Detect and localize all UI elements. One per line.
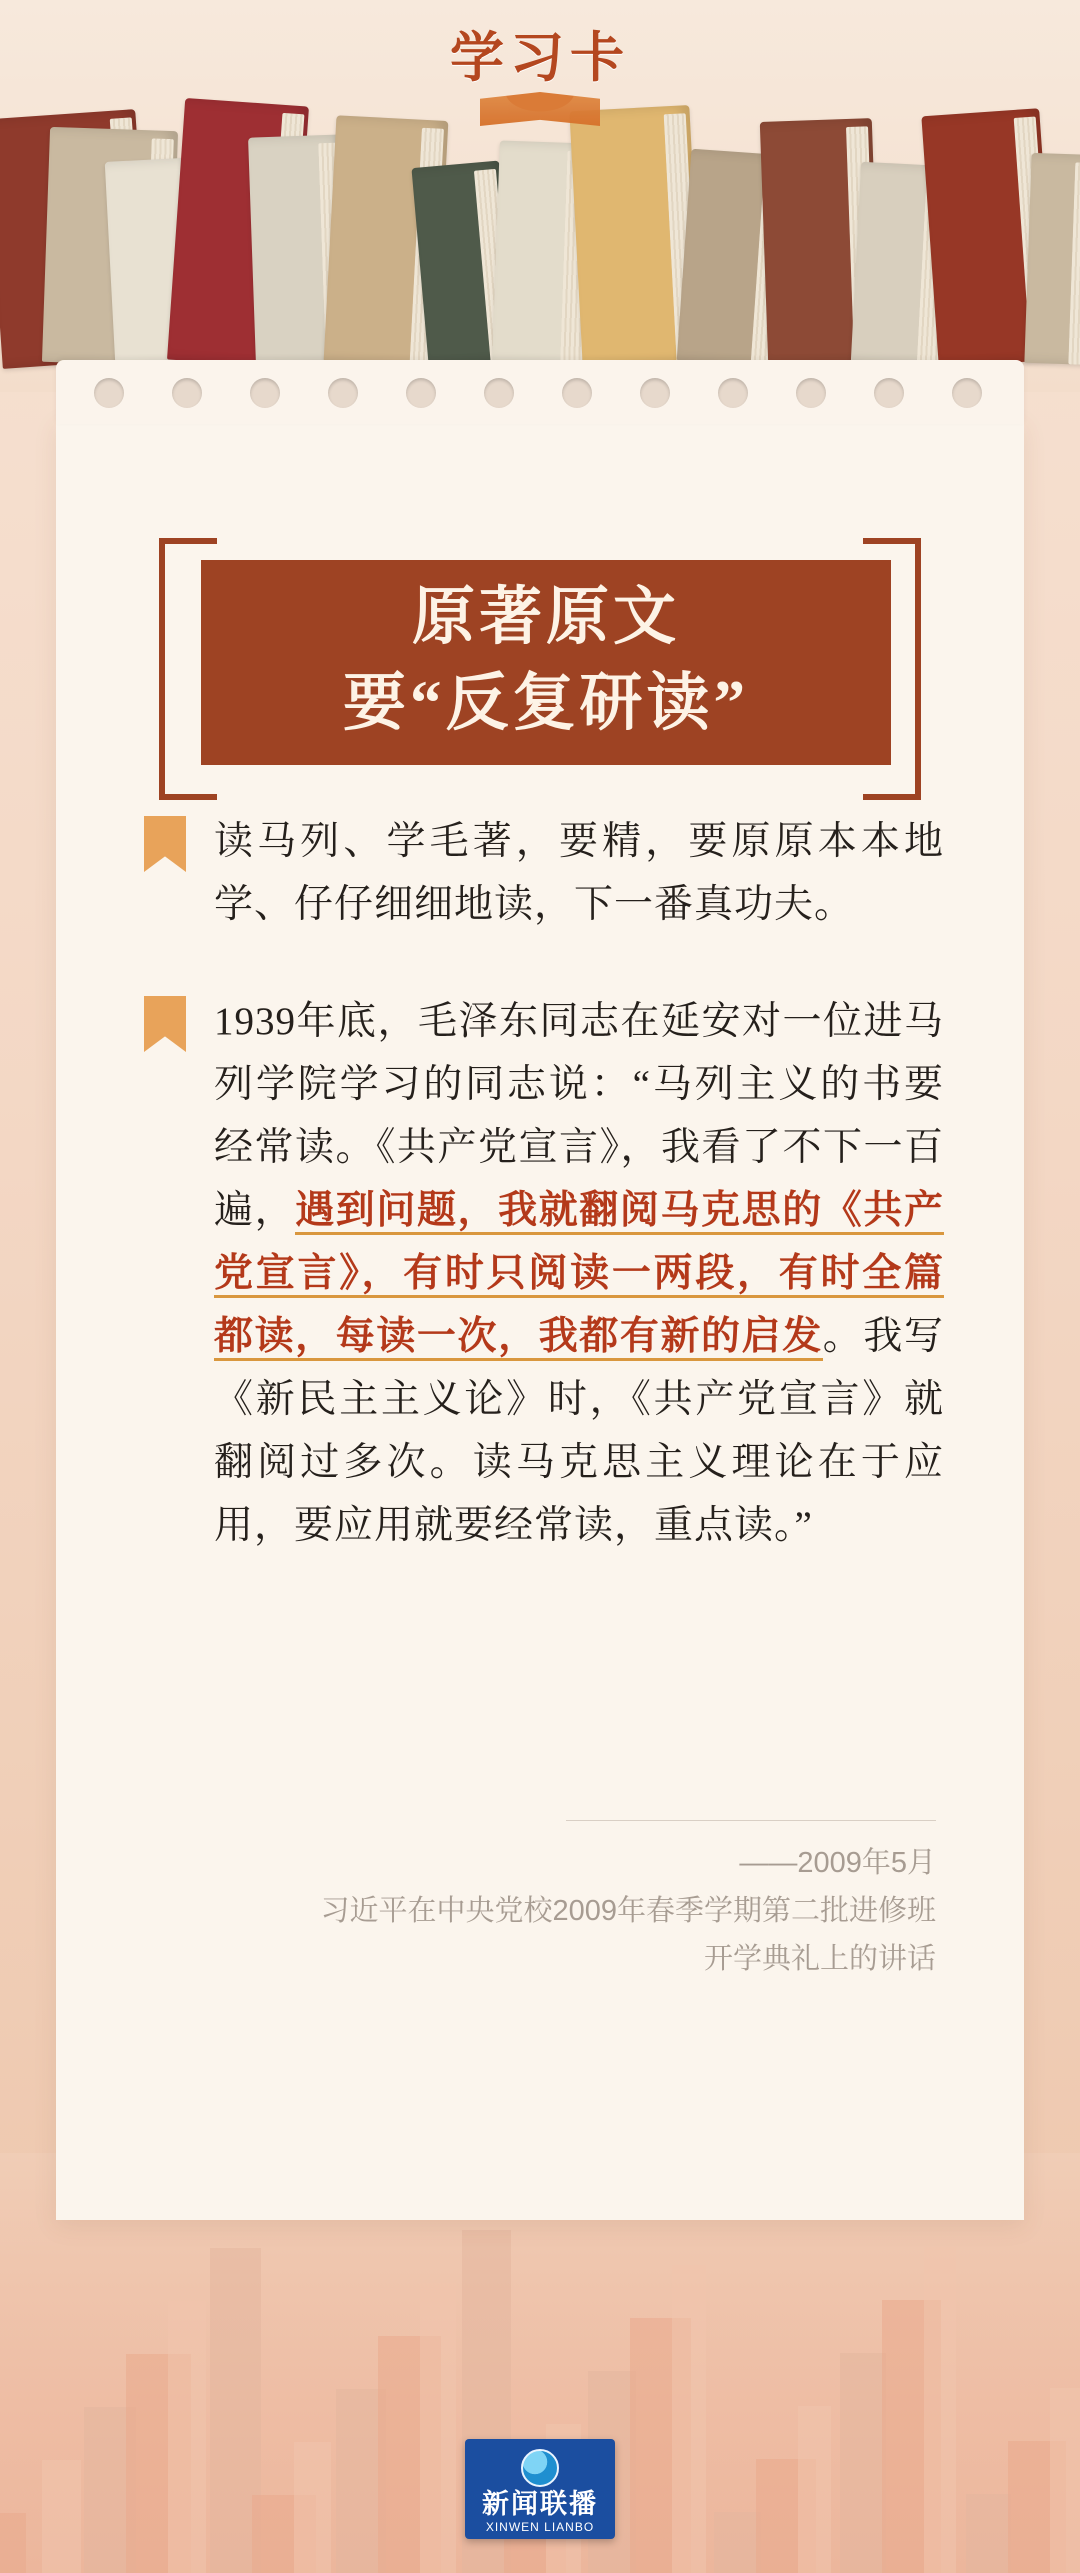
source-attribution [316, 1820, 936, 1983]
perforation-hole [250, 378, 280, 408]
brand-logo [410, 26, 670, 136]
badge-title-en: XINWEN LIANBO [485, 2520, 595, 2534]
decor-stripe [420, 2283, 456, 2573]
perforation-hole [172, 378, 202, 408]
perforation-hole [718, 378, 748, 408]
bookmark-flag-icon [144, 996, 186, 1052]
quote-paragraph-2 [144, 990, 944, 1557]
perforation-hole [406, 378, 436, 408]
content-card [56, 420, 1024, 2220]
quote-paragraph-1-text: 读马列、学毛著，要精，要原原本本地学、仔仔细细地读，下一番真功夫。 [214, 820, 944, 926]
perforation-hole [874, 378, 904, 408]
xinwen-lianbo-badge [465, 2439, 615, 2539]
decor-stripe [1050, 2388, 1080, 2573]
quote-paragraph-2-text [214, 990, 944, 1557]
source-divider [566, 1820, 936, 1821]
decor-stripe [168, 2301, 206, 2573]
source-date: ——2009年5月 [739, 1847, 936, 1879]
decor-stripe [840, 2353, 886, 2573]
bookmark-flag-icon [144, 816, 186, 872]
source-line-1: 习近平在中央党校2009年春季学期第二批进修班 [320, 1895, 936, 1927]
source-line-2: 开学典礼上的讲话 [703, 1943, 936, 1975]
perforation-hole [562, 378, 592, 408]
quote-run-2: 。我写《新民主主义论》时，《共产党宣言》就翻阅过多次。读马克思主义理论在于应用，要应用就要经常读，重点读。” [214, 1315, 944, 1547]
book-spine [1024, 153, 1080, 365]
decor-stripe [714, 2512, 761, 2573]
quote-paragraph-1 [144, 810, 944, 936]
perforation-hole [94, 378, 124, 408]
brand-logo-text: 学习卡 [450, 28, 630, 88]
globe-icon [521, 2449, 559, 2487]
book-pages [1068, 162, 1080, 365]
perforation-hole [952, 378, 982, 408]
decor-stripe [0, 2513, 26, 2573]
title-box [201, 560, 891, 765]
perforation-hole [796, 378, 826, 408]
quote-run-0: 1939年底，毛泽东同志在延安对一位进马列学院学习的同志说：“马列主义的书要经常读。《共产党宣言》，我看了不下一百遍， [214, 1000, 944, 1232]
highlighted-quote-run: 遇到问题，我就翻阅马克思的《共产党宣言》，有时只阅读一两段，有时全篇都读，每读一次，我都有新的启发 [214, 1189, 944, 1361]
title-line-2: 要“反复研读” [343, 668, 749, 738]
perforation-hole [484, 378, 514, 408]
decor-stripe [924, 2247, 956, 2573]
decor-stripe [672, 2265, 706, 2573]
notebook-perforation-bar [56, 360, 1024, 424]
header-books [0, 0, 1080, 392]
title-line-1: 原著原文 [412, 582, 680, 652]
open-book-icon [480, 92, 600, 126]
decor-stripe [294, 2442, 331, 2573]
decor-stripe [798, 2406, 831, 2573]
perforation-hole [328, 378, 358, 408]
badge-title-cn: 新闻联播 [482, 2489, 598, 2519]
perforation-hole [640, 378, 670, 408]
decor-stripe [42, 2460, 81, 2573]
decor-stripe [966, 2494, 1011, 2573]
